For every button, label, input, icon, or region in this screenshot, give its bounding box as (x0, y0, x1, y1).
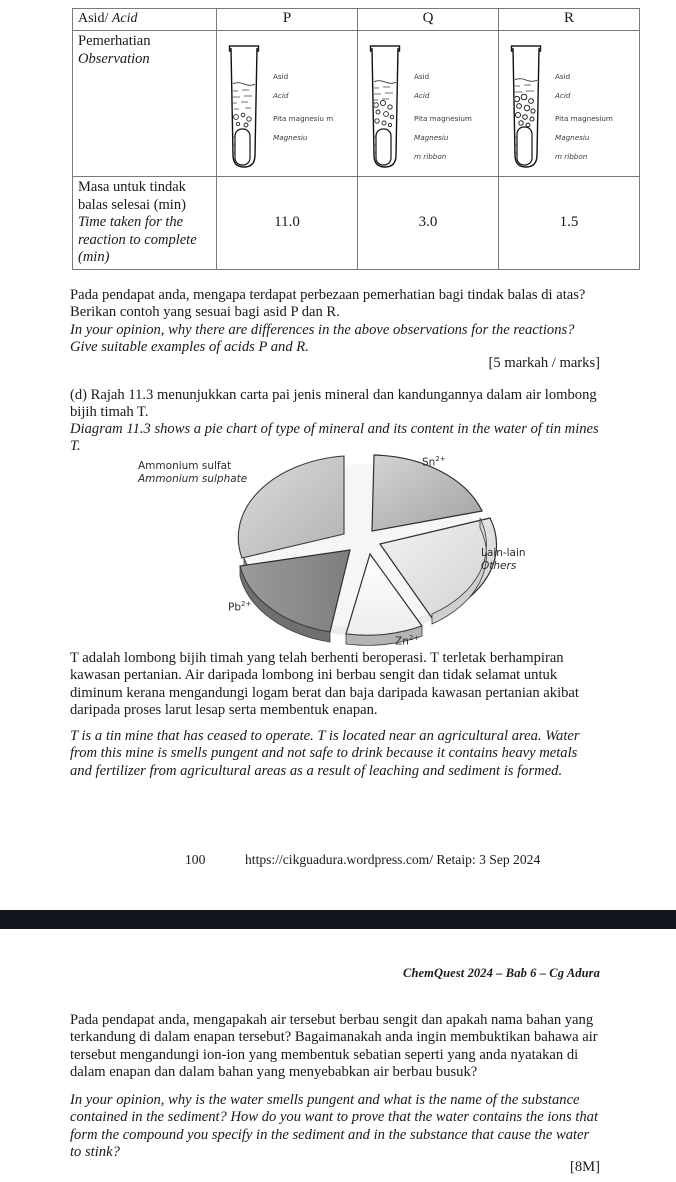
tube-label-acid-ms-q: Asid (414, 72, 430, 82)
page-separator-band (0, 910, 676, 929)
running-head: ChemQuest 2024 – Bab 6 – Cg Adura (403, 966, 600, 980)
tube-label-ribbon-en2-q: m ribbon (414, 152, 447, 162)
table-header-col-r: R (499, 9, 640, 31)
tube-label-ribbon-en-r: Magnesiu (555, 133, 590, 143)
table-header-col-q: Q (358, 9, 499, 31)
table-row-observation (73, 31, 640, 177)
tube-label-acid-r (555, 63, 570, 101)
pie-label-ammonium-sulphate-ms: Ammonium sulfat (138, 460, 232, 472)
tube-label-ribbon-ms-r: Pita magnesium (555, 114, 613, 124)
pie-label-others (481, 547, 526, 573)
table-header-acid-cell (73, 9, 217, 31)
observation-cell-q (358, 31, 499, 177)
tube-label-acid-p (273, 63, 288, 101)
row-label-time-ms: Masa untuk tindak balas selesai (min) (78, 179, 186, 213)
table-header-acid-en: Acid (111, 11, 138, 26)
test-tube-icon (366, 37, 414, 172)
question-e-ms: Pada pendapat anda, mengapakah air tersebut berbau sengit dan apakah nama bahan yang terkandung di dalam enapan tersebut? Bagaimanakah anda ingin membuktikan bahawa air tersebut mengandungi ion-ion yang membentuk sebatian seperti yang anda nyatakan di dalam enapan dan dalam bahan yang menyebabkan air berbau busuk? (70, 1012, 598, 1081)
time-value-p: 11.0 (217, 177, 358, 270)
tube-label-ribbon-r (555, 105, 613, 161)
tube-label-acid-ms-r: Asid (555, 72, 571, 82)
tube-label-acid-en-p: Acid (273, 91, 289, 101)
pie-label-others-en: Others (481, 560, 517, 572)
tube-label-ribbon-p (273, 105, 333, 143)
observation-table (72, 8, 640, 270)
pie-label-zn-ms: Zn (395, 635, 409, 648)
pie-label-sn (422, 453, 446, 470)
pie-label-others-ms: Lain-lain (481, 547, 526, 559)
pie-chart-diagram (0, 450, 676, 650)
pie-label-sn-ms: Sn (422, 456, 436, 469)
test-tube-diagram-q (358, 31, 498, 176)
pie-chart-svg (0, 450, 676, 650)
question-e-en: In your opinion, why is the water smells pungent and what is the name of the substance contained in the sediment? How do you want to prove that the water contains the ions that form the compound you specify in the sediment and in the substance that cause the water to stink? (70, 1092, 599, 1161)
pie-label-zn-charge: 2+ (408, 634, 420, 642)
tube-label-ribbon-ms-q: Pita magnesium (414, 114, 472, 124)
footer-source: https://cikguadura.wordpress.com/ Retaip: 3 Sep 2024 (245, 852, 541, 867)
question-d-ms: (d) Rajah 11.3 menunjukkan carta pai jenis mineral dan kandungannya dalam air lombong bijih timah T. (70, 387, 597, 421)
question-c-marks: [5 markah / marks] (488, 355, 600, 371)
tube-label-ribbon-q (414, 105, 472, 161)
tube-label-acid-en-q: Acid (414, 91, 430, 101)
tube-label-ribbon-ms-p: Pita magnesiu m (273, 114, 334, 124)
table-header-col-p: P (217, 9, 358, 31)
pie-label-pb-ms: Pb (228, 601, 241, 614)
passage-en: T is a tin mine that has ceased to operate. T is located near an agricultural area. Water from this mine is smells pungent and not safe to drink because it contains heavy metals and fertilizer from agricultural areas as a result of leaching and sediment is formed. (70, 728, 580, 779)
test-tube-icon (507, 37, 555, 172)
time-value-r: 1.5 (499, 177, 640, 270)
pie-label-sn-charge: 2+ (435, 455, 446, 463)
table-header-row (73, 9, 640, 31)
tube-label-acid-ms-p: Asid (273, 72, 289, 82)
row-label-time-en: Time taken for the reaction to complete (min) (78, 214, 197, 266)
test-tube-icon (225, 37, 273, 172)
question-d-en: Diagram 11.3 shows a pie chart of type of mineral and its content in the water of tin mines T. (70, 421, 599, 455)
pie-label-zn (395, 632, 419, 649)
tube-label-ribbon-en-p: Magnesiu (273, 133, 308, 143)
passage-ms: T adalah lombong bijih timah yang telah berhenti beroperasi. T terletak berhampiran kawasan pertanian. Air daripada lombong ini berbau sengit dan tidak selamat untuk diminum kerana mengandungi logam berat dan baja daripada kawasan pertanian akibat daripada proses larut lesap serta membentuk enapan. (70, 650, 579, 719)
pie-label-pb-charge: 2+ (241, 600, 252, 608)
question-c-ms: Pada pendapat anda, mengapa terdapat perbezaan pemerhatian bagi tindak balas di atas? Berikan contoh yang sesuai bagi asid P dan R. (70, 287, 586, 321)
pie-label-ammonium-sulphate-en: Ammonium sulphate (138, 473, 248, 485)
table-row-time (73, 177, 640, 270)
row-label-observation-ms: Pemerhatian (78, 33, 151, 49)
pie-label-pb (228, 598, 251, 615)
test-tube-diagram-r (499, 31, 639, 176)
row-label-observation-en: Observation (78, 50, 150, 67)
pie-label-ammonium-sulphate (138, 460, 247, 486)
observation-cell-r (499, 31, 640, 177)
tube-label-acid-en-r: Acid (555, 91, 571, 101)
row-label-time (73, 177, 217, 270)
table-header-acid-ms: Asid/ (78, 11, 112, 26)
tube-label-acid-q (414, 63, 429, 101)
time-value-q: 3.0 (358, 177, 499, 270)
row-label-observation (73, 31, 217, 177)
footer-page-number: 100 (185, 852, 206, 867)
test-tube-diagram-p (217, 31, 357, 176)
question-c-en: In your opinion, why there are differences in the above observations for the reactions? Give suitable examples of acids P and R. (70, 322, 575, 356)
question-e-marks: [8M] (570, 1159, 600, 1175)
tube-label-ribbon-en2-r: m ribbon (555, 152, 588, 162)
observation-cell-p (217, 31, 358, 177)
tube-label-ribbon-en-q: Magnesiu (414, 133, 449, 143)
